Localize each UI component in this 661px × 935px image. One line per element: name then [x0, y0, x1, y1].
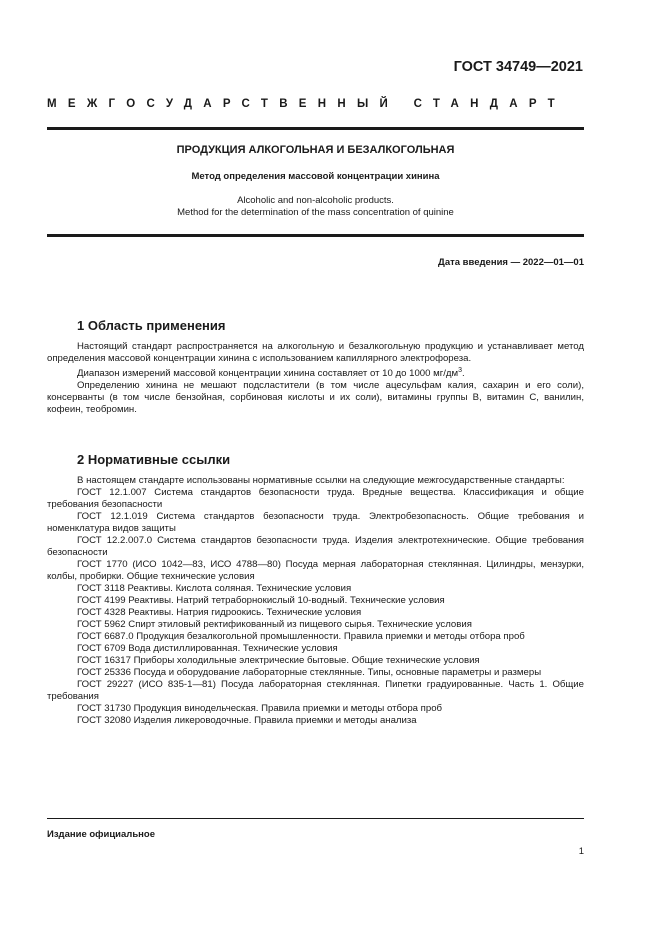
section1-body [47, 341, 584, 416]
reference-item: ГОСТ 29227 (ИСО 835-1—81) Посуда лабораторная стеклянная. Пипетки градуированные. Часть 1. Общие требования [47, 679, 584, 702]
title-en-line2: Method for the determination of the mass concentration of quinine [177, 207, 454, 218]
title-ru: ПРОДУКЦИЯ АЛКОГОЛЬНАЯ И БЕЗАЛКОГОЛЬНАЯ [176, 144, 455, 156]
section1-heading: 1 Область применения [77, 318, 226, 333]
title-method-ru: Метод определения массовой концентрации хинина [191, 171, 440, 182]
section2-heading: 2 Нормативные ссылки [77, 452, 231, 467]
page-number: 1 [578, 846, 584, 857]
interstate-standard-label: МЕЖГОСУДАРСТВЕННЫЙ СТАНДАРТ [47, 98, 566, 110]
footer-rule [47, 818, 584, 819]
reference-item: ГОСТ 12.1.007 Система стандартов безопасности труда. Вредные вещества. Классификация и общие требования безопасности [47, 487, 584, 510]
reference-item: ГОСТ 3118 Реактивы. Кислота соляная. Технические условия [77, 583, 352, 594]
title-en-line1: Alcoholic and non-alcoholic products. [237, 195, 394, 206]
reference-item: ГОСТ 31730 Продукция винодельческая. Правила приемки и методы отбора проб [77, 703, 443, 714]
official-edition-label: Издание официальное [47, 829, 155, 840]
reference-item: ГОСТ 6687.0 Продукция безалкогольной промышленности. Правила приемки и методы отбора проб [77, 631, 525, 642]
reference-item: ГОСТ 4328 Реактивы. Натрия гидроокись. Технические условия [77, 607, 362, 618]
section1-paragraph-range: Диапазон измерений массовой концентрации хинина составляет от 10 до 1000 $мг/дм^3$. [77, 367, 465, 380]
section2-intro: В настоящем стандарте использованы нормативные ссылки на следующие межгосударственные стандарты: [77, 475, 565, 486]
reference-item: ГОСТ 1770 (ИСО 1042—83, ИСО 4788—80) Посуда мерная лабораторная стеклянная. Цилиндры, мензурки, колбы, пробирки. Общие технические условия [47, 559, 584, 582]
section2-body [47, 475, 584, 727]
section1-paragraph: Определению хинина не мешают подсластители (в том числе ацесульфам калия, сахарин и его соли), консерванты (в том числе бензойная, сорбиновая кислоты и их соли), витамины группы В, витамин С, ванилин, кофеин, теобромин. [47, 380, 584, 416]
title-rule [47, 234, 584, 237]
reference-item: ГОСТ 4199 Реактивы. Натрий тетраборнокислый 10-водный. Технические условия [77, 595, 445, 606]
reference-item: ГОСТ 12.1.019 Система стандартов безопасности труда. Электробезопасность. Общие требования и номенклатура видов защиты [47, 511, 584, 534]
reference-item: ГОСТ 6709 Вода дистиллированная. Технические условия [77, 643, 338, 654]
title-en [47, 195, 584, 219]
section1-paragraph: Настоящий стандарт распространяется на алкогольную и безалкогольную продукцию и устанавливает метод определения массовой концентрации хинина с использованием капиллярного электрофореза. [47, 341, 584, 364]
reference-item: ГОСТ 16317 Приборы холодильные электрические бытовые. Общие технические условия [77, 655, 480, 666]
reference-item: ГОСТ 25336 Посуда и оборудование лабораторные стеклянные. Типы, основные параметры и размеры [77, 667, 542, 678]
introduction-date: Дата введения — 2022—01—01 [438, 257, 584, 268]
reference-item: ГОСТ 5962 Спирт этиловый ректификованный из пищевого сырья. Технические условия [77, 619, 472, 630]
reference-item: ГОСТ 32080 Изделия ликероводочные. Правила приемки и методы анализа [77, 715, 417, 726]
header-rule [47, 127, 584, 130]
gost-number: ГОСТ 34749—2021 [453, 59, 583, 75]
reference-item: ГОСТ 12.2.007.0 Система стандартов безопасности труда. Изделия электротехнические. Общие требования безопасности [47, 535, 584, 558]
